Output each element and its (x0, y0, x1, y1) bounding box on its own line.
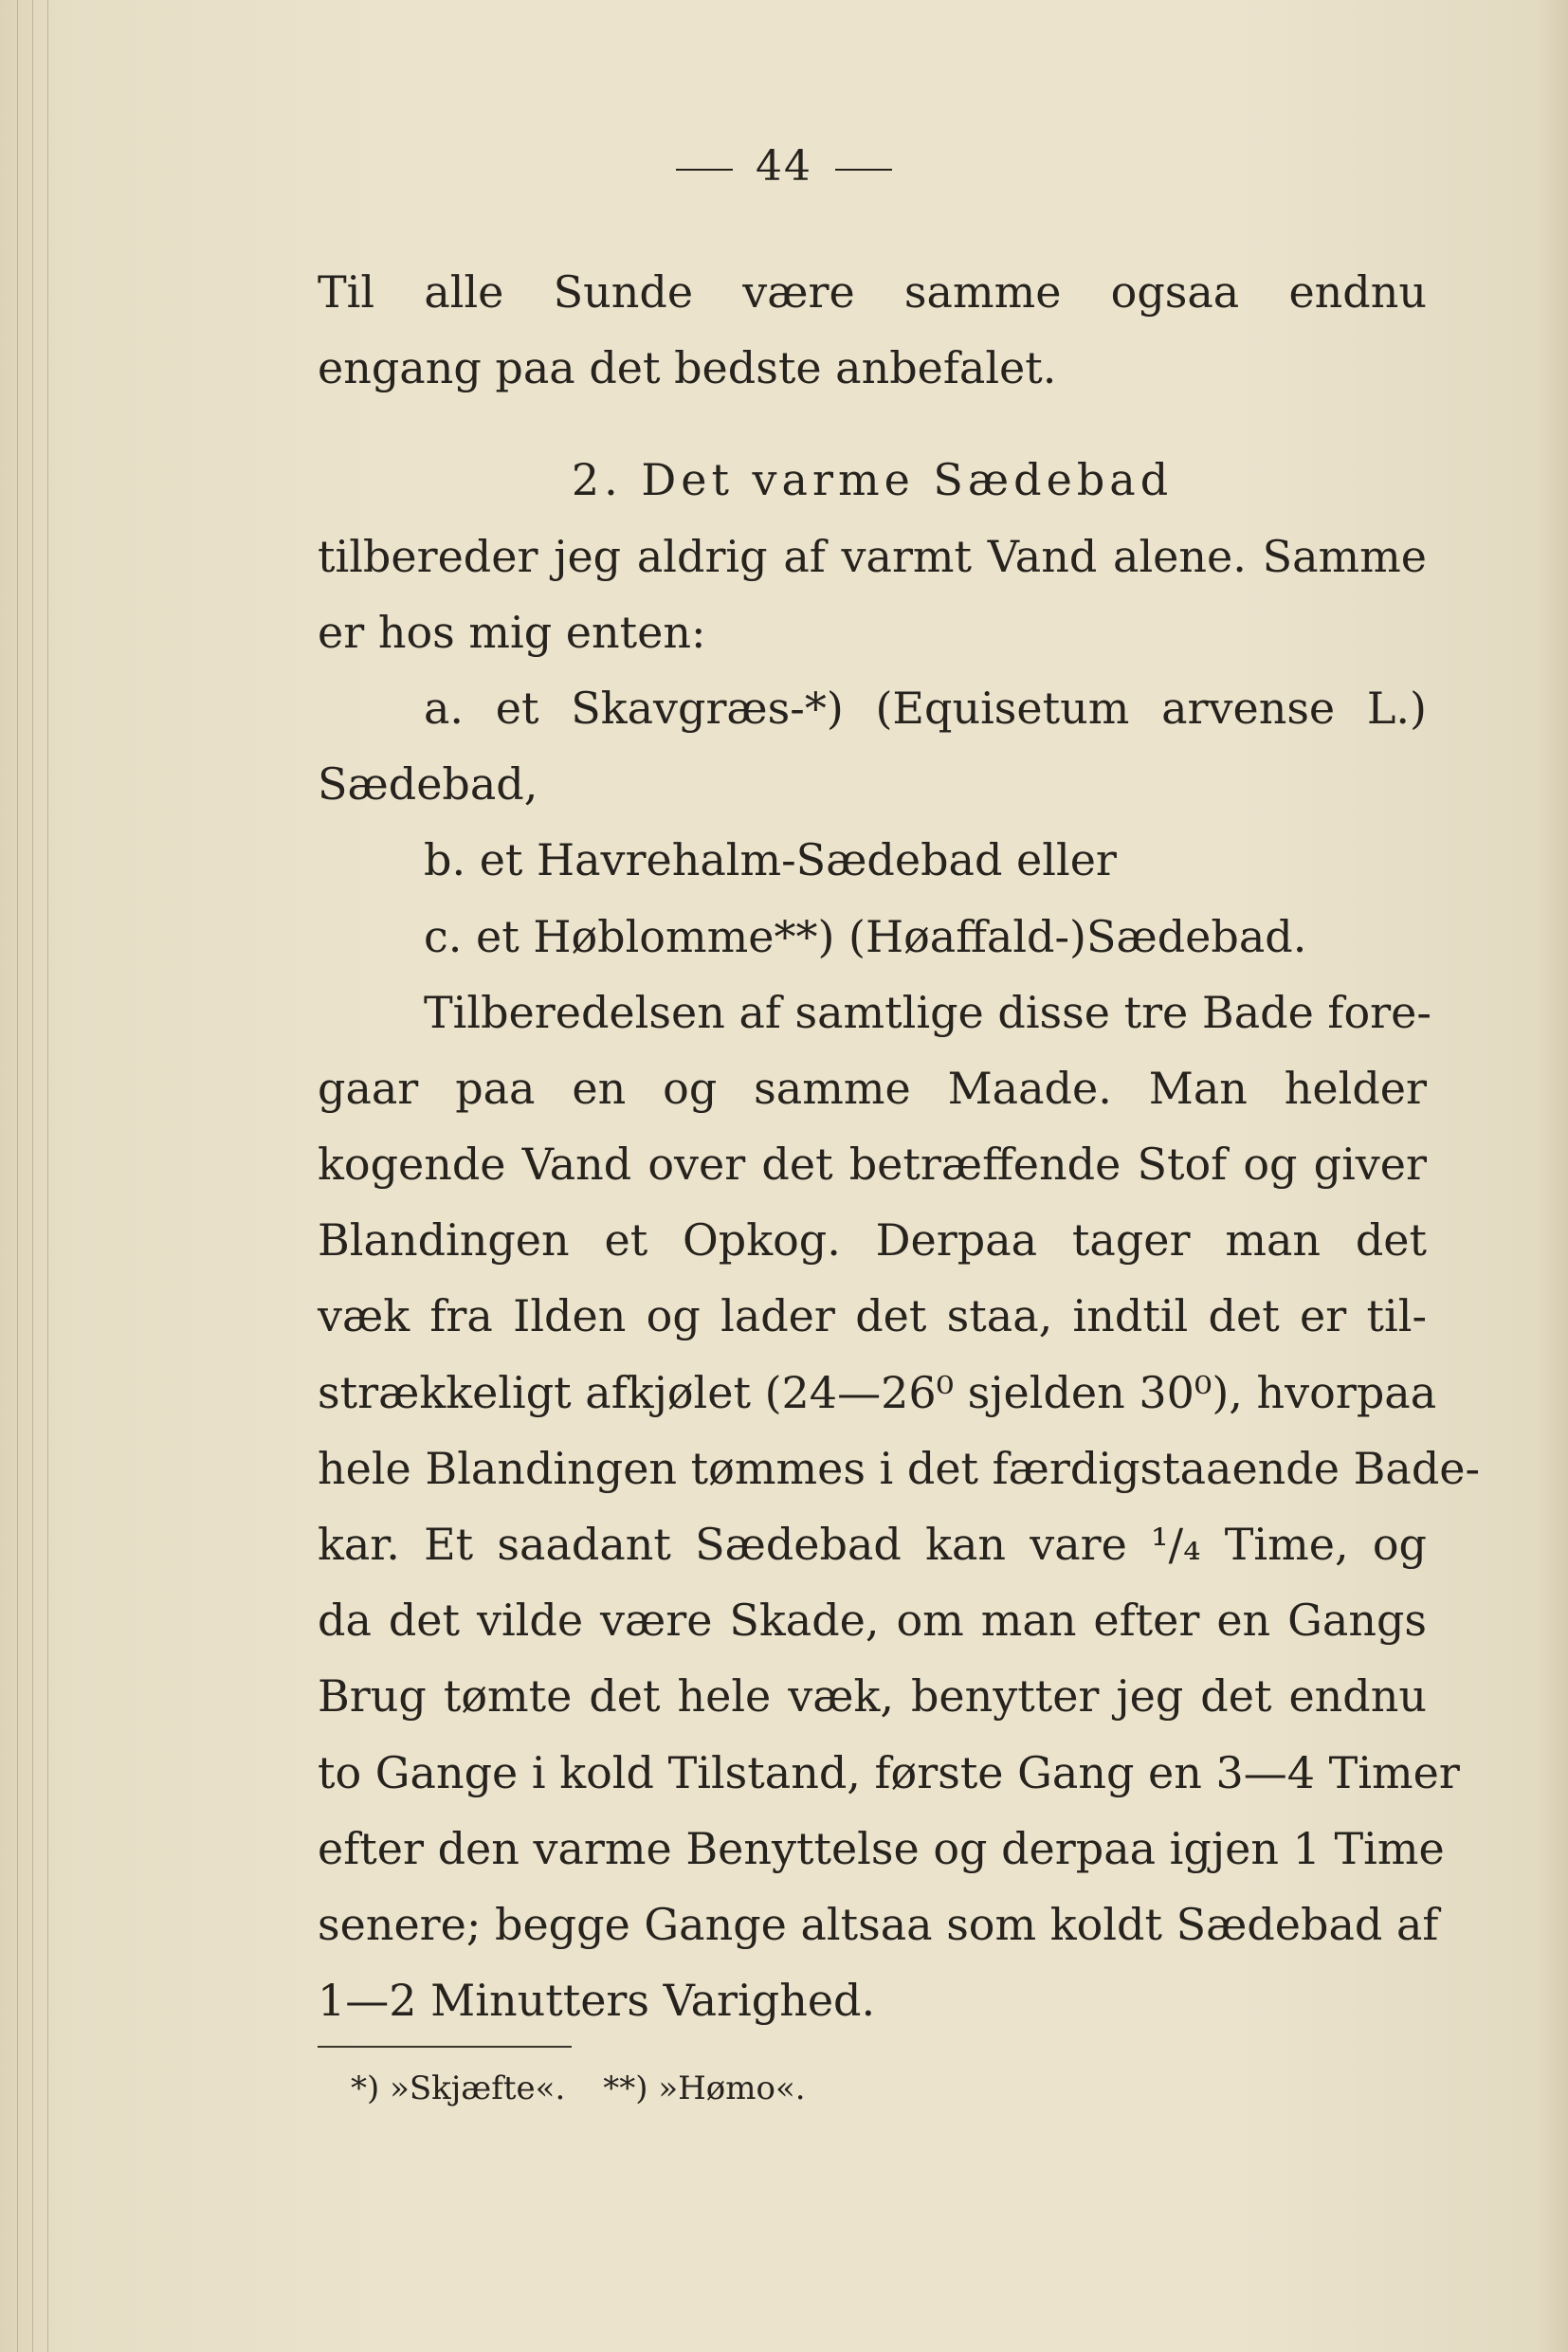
binding-edge-line (47, 0, 48, 2352)
footnote-1: *) »Skjæfte«. (351, 2069, 566, 2107)
binding-edge-line (32, 0, 33, 2352)
text-line: kar. Et saadant Sædebad kan vare ¹/₄ Time, og (318, 1519, 1427, 1570)
footnote-2: **) »Hømo«. (603, 2069, 806, 2107)
text-line: efter den varme Benyttelse og derpaa igjen 1 Time (318, 1822, 1445, 1874)
text-line: strækkeligt afkjølet (24—26⁰ sjelden 30⁰), hvorpaa (318, 1366, 1437, 1418)
text-line: da det vilde være Skade, om man efter en Gangs (318, 1595, 1427, 1647)
text-line: Til alle Sunde være samme ogsaa endnu (318, 266, 1427, 318)
list-item-text: a. et Skavgræs-*) (Equisetum arvense L.) (424, 682, 1427, 734)
page-number-dash-left (676, 169, 733, 171)
list-item-b: b. et Havrehalm-Sædebad eller (424, 834, 1117, 886)
text-line: Blandingen et Opkog. Derpaa tager man det (318, 1214, 1427, 1267)
paragraph-gap (318, 406, 1427, 442)
body-text (318, 254, 1481, 2038)
text-line: tilbereder jeg aldrig af varmt Vand alene. Samme (318, 530, 1427, 582)
paragraph-first-line (318, 975, 1431, 1050)
text-line: Sædebad, (318, 758, 538, 811)
text-line: Brug tømte det hele væk, benytter jeg det endnu (318, 1670, 1427, 1723)
text-line: 1—2 Minutters Varighed. (318, 1975, 876, 2027)
text-line: engang paa det bedste anbefalet. (318, 342, 1057, 394)
page-number-dash-right (835, 169, 892, 171)
footnote-rule (318, 2046, 572, 2048)
footnotes (351, 2055, 806, 2122)
text-line: to Gange i kold Tilstand, første Gang en 3—4 Timer (318, 1746, 1460, 1798)
text-line: hele Blandingen tømmes i det færdigstaaende Bade- (318, 1442, 1481, 1494)
text-line: væk fra Ilden og lader det staa, indtil det er til- (318, 1290, 1427, 1342)
paragraph-first-line-text: Tilberedelsen af samtlige disse tre Bade fore- (424, 986, 1431, 1038)
text-line: gaar paa en og samme Maade. Man helder (318, 1062, 1427, 1114)
page-number-value: 44 (756, 142, 812, 191)
section-heading: 2. Det varme Sædebad (571, 454, 1174, 506)
list-item-a (318, 670, 1427, 746)
list-item-c: c. et Høblomme**) (Høaffald-)Sædebad. (424, 910, 1307, 962)
text-line: kogende Vand over det betræffende Stof og giver (318, 1139, 1427, 1191)
text-line: er hos mig enten: (318, 606, 706, 658)
page-number (0, 142, 1568, 191)
binding-edge-line (17, 0, 18, 2352)
text-line: senere; begge Gange altsaa som koldt Sædebad af (318, 1898, 1439, 1950)
